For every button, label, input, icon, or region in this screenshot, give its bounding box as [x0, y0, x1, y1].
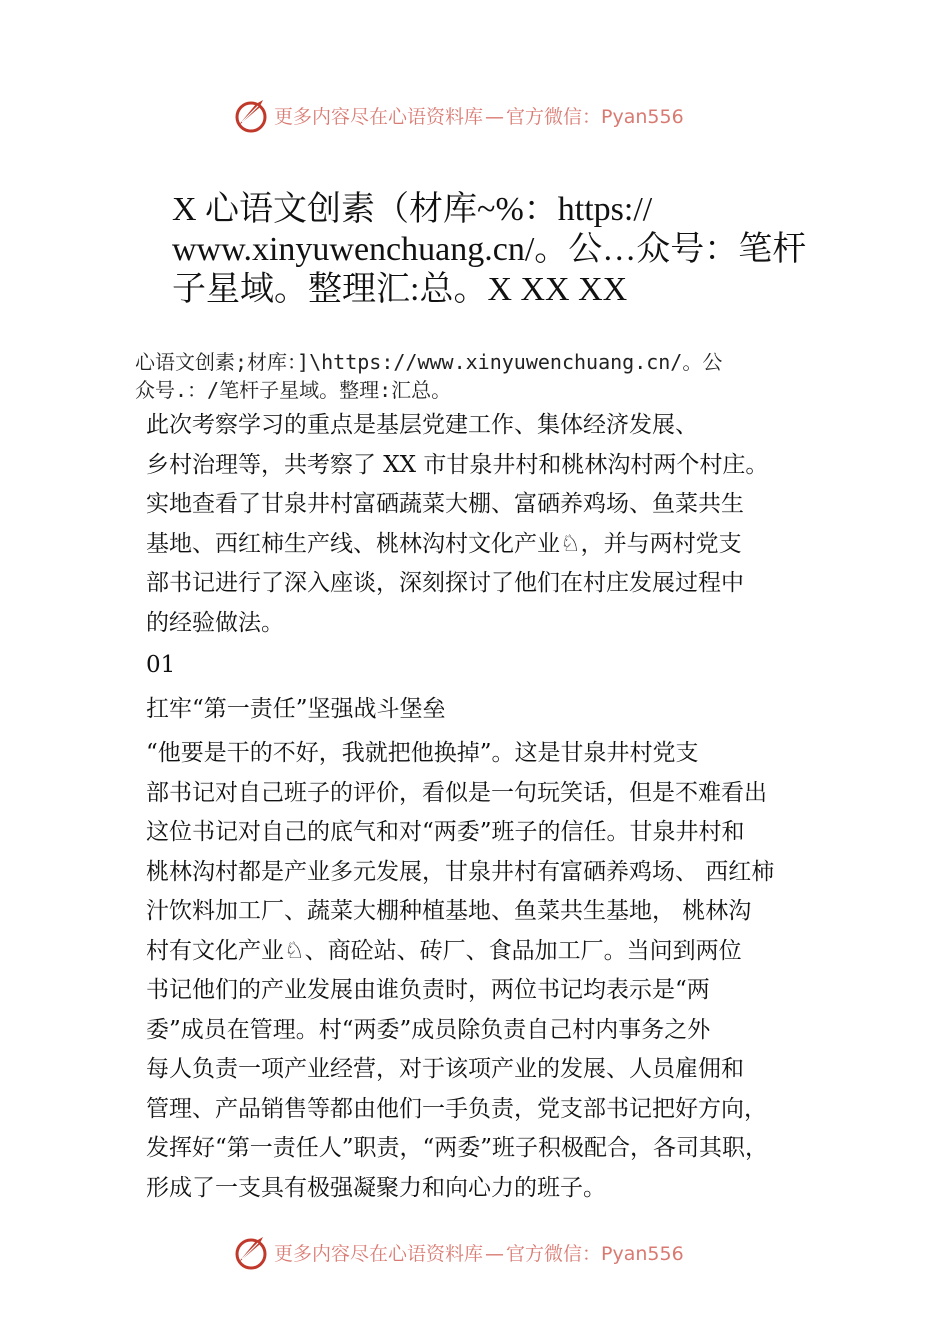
quill-logo-icon [232, 1233, 270, 1271]
document-meta: 心语文创素;材库：]\https://www.xinyuwenchuang.cn/。公 众号.：/笔杆子星域。整理:汇总。 [135, 350, 723, 402]
section-number: 01 [146, 652, 176, 678]
paragraph-intro: 此次考察学习的重点是基层党建工作、集体经济发展、 乡村治理等，共考察了 XX 市甘泉井村和桃林沟村两个村庄。 实地查看了甘泉井村富硒蔬菜大棚、富硒养鸡场、鱼菜共生 基地、西红柿生产线、桃林沟村文化产业♘，并与两村党支 部书记进行了深入座谈，深刻探讨了他们在村庄发展过程中 的经验做法。 [146, 412, 769, 636]
banner-text [274, 102, 684, 129]
banner-wechat: 官方微信：Pyan556 [506, 1242, 684, 1265]
paragraph-body: “他要是干的不好，我就把他换掉”。这是甘泉井村党支 部书记对自己班子的评价，看似是一句玩笑话，但是不难看出 这位书记对自己的底气和对“两委”班子的信任。甘泉井村和 桃林沟村都是产业多元发展，甘泉井村有富硒养鸡场、 西红柿 汁饮料加工厂、蔬菜大棚种植基地、鱼菜共生基地， 桃林沟 村有文化产业♘、商砼站、砖厂、食品加工厂。当问到两位 书记他们的产业发展由谁负责时，两位书记均表示是“两 委”成员在管理。村“两委”成员除负责自己村内事务之外 每人负责一项产业经营，对于该项产业的发展、人员雇佣和 管理、产品销售等都由他们一手负责，党支部书记把好方向， 发挥好“第一责任人”职责，“两委”班子积极配合，各司其职， 形成了一支具有极强凝聚力和向心力的班子。 [146, 740, 775, 1201]
banner-text [274, 1239, 684, 1266]
banner-separator: — [485, 105, 505, 128]
footer-banner [232, 1232, 752, 1272]
banner-separator: — [485, 1242, 505, 1265]
document-title: X 心语文创素（材库~%：https:// www.xinyuwenchuang.cn/。公…众号：笔杆 子星域。整理汇:总。X XX XX [172, 191, 807, 308]
banner-slogan: 更多内容尽在心语资料库 [274, 105, 484, 128]
banner-wechat: 官方微信：Pyan556 [506, 105, 684, 128]
header-banner [232, 95, 752, 135]
banner-slogan: 更多内容尽在心语资料库 [274, 1242, 484, 1265]
quill-logo-icon [232, 96, 270, 134]
section-heading: 扛牢“第一责任”坚强战斗堡垒 [146, 696, 446, 722]
